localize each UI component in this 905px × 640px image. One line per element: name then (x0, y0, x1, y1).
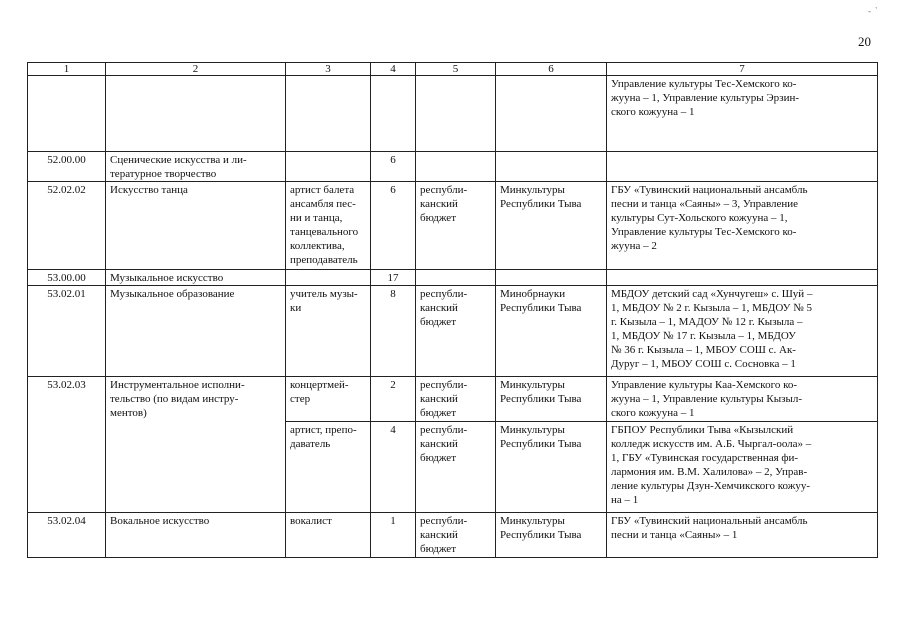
employers: ГБПОУ Республики Тыва «Кызылский колледж искусств им. А.Б. Чыргал-оола» – 1, ГБУ «Тувинская государственная фи- лармония им. В.М. Халилова» – 2, Управ- ление культуры Дзун-Хемчикского кожуу- на – 1 (607, 422, 878, 513)
specialty-code: 52.02.02 (28, 182, 106, 270)
count: 17 (371, 270, 416, 286)
count: 8 (371, 286, 416, 377)
specialty-code: 53.02.04 (28, 513, 106, 558)
page-number: 20 (858, 34, 871, 49)
funding-source: республи- канский бюджет (416, 513, 496, 558)
ministry (496, 76, 607, 152)
ministry: Минобрнауки Республики Тыва (496, 286, 607, 377)
count (371, 76, 416, 152)
column-header: 4 (371, 63, 416, 76)
qualification: вокалист (286, 513, 371, 558)
table-row (28, 152, 878, 182)
column-header: 7 (607, 63, 878, 76)
funding-source (416, 76, 496, 152)
qualification: учитель музы- ки (286, 286, 371, 377)
specialty-code: 53.02.03 (28, 377, 106, 513)
specialties-table (27, 62, 878, 558)
specialty-code: 53.02.01 (28, 286, 106, 377)
funding-source: республи- канский бюджет (416, 286, 496, 377)
specialty-code: 52.00.00 (28, 152, 106, 182)
column-header: 6 (496, 63, 607, 76)
count: 4 (371, 422, 416, 513)
column-header: 5 (416, 63, 496, 76)
employers: ГБУ «Тувинский национальный ансамбль песни и танца «Саяны» – 3, Управление культуры Сут-Хольского кожууна – 1, Управление культуры Тес-Хемского ко- жууна – 2 (607, 182, 878, 270)
table-row (28, 377, 878, 422)
funding-source (416, 152, 496, 182)
table-row (28, 182, 878, 270)
corner-mark: - ‵ (868, 6, 879, 16)
employers: Управление культуры Каа-Хемского ко- жууна – 1, Управление культуры Кызыл- ского кожууна – 1 (607, 377, 878, 422)
ministry (496, 152, 607, 182)
table-row (28, 76, 878, 152)
employers (607, 270, 878, 286)
ministry (496, 270, 607, 286)
count: 2 (371, 377, 416, 422)
table-row (28, 270, 878, 286)
ministry: Минкультуры Республики Тыва (496, 182, 607, 270)
qualification: артист балета ансамбля пес- ни и танца, танцевального коллектива, преподаватель (286, 182, 371, 270)
specialty-name: Искусство танца (106, 182, 286, 270)
specialty-name: Сценические искусства и ли- тературное творчество (106, 152, 286, 182)
specialty-name: Инструментальное исполни- тельство (по видам инстру- ментов) (106, 377, 286, 513)
specialty-name: Музыкальное искусство (106, 270, 286, 286)
ministry: Минкультуры Республики Тыва (496, 513, 607, 558)
qualification: артист, препо- даватель (286, 422, 371, 513)
table-row (28, 286, 878, 377)
specialty-name (106, 76, 286, 152)
funding-source: республи- канский бюджет (416, 422, 496, 513)
specialty-code (28, 76, 106, 152)
employers: ГБУ «Тувинский национальный ансамбль песни и танца «Саяны» – 1 (607, 513, 878, 558)
specialty-code: 53.00.00 (28, 270, 106, 286)
column-header: 3 (286, 63, 371, 76)
funding-source: республи- канский бюджет (416, 182, 496, 270)
column-number-row (28, 63, 878, 76)
employers: МБДОУ детский сад «Хунчугеш» с. Шуй – 1, МБДОУ № 2 г. Кызыла – 1, МБДОУ № 5 г. Кызыла – 1, МАДОУ № 12 г. Кызыла – 1, МБДОУ № 17 г. Кызыла – 1, МБДОУ № 36 г. Кызыла – 1, МБОУ СОШ с. Ак- Дуруг – 1, МБОУ СОШ с. Сосновка – 1 (607, 286, 878, 377)
ministry: Минкультуры Республики Тыва (496, 422, 607, 513)
qualification (286, 76, 371, 152)
count: 6 (371, 182, 416, 270)
count: 6 (371, 152, 416, 182)
funding-source: республи- канский бюджет (416, 377, 496, 422)
employers (607, 152, 878, 182)
column-header: 1 (28, 63, 106, 76)
count: 1 (371, 513, 416, 558)
ministry: Минкультуры Республики Тыва (496, 377, 607, 422)
funding-source (416, 270, 496, 286)
qualification (286, 270, 371, 286)
table-row (28, 513, 878, 558)
specialty-name: Вокальное искусство (106, 513, 286, 558)
specialty-name: Музыкальное образование (106, 286, 286, 377)
employers: Управление культуры Тес-Хемского ко- жууна – 1, Управление культуры Эрзин- ского кожууна – 1 (607, 76, 878, 152)
column-header: 2 (106, 63, 286, 76)
qualification (286, 152, 371, 182)
qualification: концертмей- стер (286, 377, 371, 422)
